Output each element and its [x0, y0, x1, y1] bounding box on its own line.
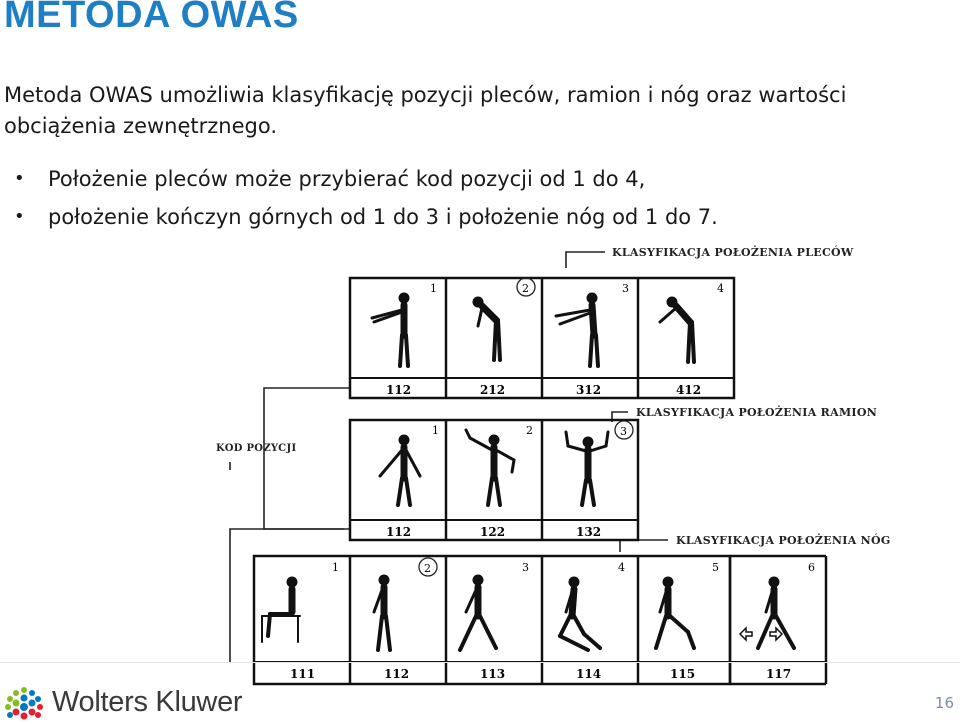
- legs-code: 111: [290, 667, 316, 681]
- arms-number: 1: [432, 424, 439, 437]
- legs-number: 5: [712, 561, 719, 574]
- slide-title: METODA OWAS: [4, 0, 299, 36]
- logo-dot: [7, 696, 13, 702]
- logo-dot: [35, 696, 41, 702]
- logo-dot: [21, 713, 28, 720]
- back-number: 4: [717, 282, 724, 295]
- arms-posture-1-figure: [380, 435, 420, 505]
- legs-posture-3-figure: [460, 575, 496, 650]
- legs-code: 115: [670, 667, 696, 681]
- legs-posture-7-figure: [740, 577, 794, 648]
- arms-number: 2: [526, 424, 533, 437]
- legs-number: 6: [808, 561, 815, 574]
- logo-dot: [21, 695, 28, 702]
- bullet-icon: •: [14, 206, 25, 227]
- legs-posture-4-figure: [560, 577, 600, 650]
- logo-dot: [20, 703, 28, 711]
- arms-number: 3: [620, 425, 627, 438]
- legs-number: 2: [424, 562, 431, 575]
- bullet-item: • położenie kończyn górnych od 1 do 3 i położenie nóg od 1 do 7.: [4, 198, 718, 236]
- back-code: 112: [386, 383, 412, 397]
- legs-number: 4: [618, 561, 625, 574]
- legs-code: 112: [384, 667, 410, 681]
- legs-number: 3: [522, 561, 529, 574]
- back-posture-3-figure: [556, 293, 598, 366]
- logo-dot: [21, 687, 27, 693]
- legs-code: 117: [766, 667, 792, 681]
- arms-code: 132: [576, 525, 602, 539]
- back-row: [350, 278, 734, 398]
- logo-dot: [13, 690, 19, 696]
- logo-dot: [5, 704, 11, 710]
- arms-row: [350, 420, 638, 540]
- back-posture-1-figure: [372, 293, 409, 366]
- intro-text: Metoda OWAS umożliwia klasyfikację pozycji pleców, ramion i nóg oraz wartości obciążenia zewnętrznego.: [4, 83, 847, 138]
- footer-divider: [0, 662, 960, 663]
- back-number: 3: [622, 282, 629, 295]
- logo-dot: [29, 709, 36, 716]
- wolters-kluwer-logo-icon: [4, 686, 44, 722]
- legs-posture-5-figure: [656, 577, 694, 648]
- code-position-label: KOD POZYCJI: [216, 443, 297, 454]
- legs-code: 113: [480, 667, 506, 681]
- arms-posture-3-figure: [566, 432, 608, 505]
- bullet-item: • Położenie pleców może przybierać kod pozycji od 1 do 4,: [4, 160, 718, 198]
- back-code: 212: [480, 383, 506, 397]
- legs-number: 1: [332, 561, 339, 574]
- back-number: 2: [522, 282, 529, 295]
- legs-classification-label: KLASYFIKACJA POŁOŻENIA NÓG: [676, 534, 891, 547]
- arms-posture-2-figure: [466, 430, 514, 505]
- legs-posture-1-figure: [262, 577, 300, 642]
- bullet-icon: •: [14, 168, 25, 189]
- logo-dot: [7, 712, 13, 718]
- legs-row: [254, 556, 826, 684]
- back-classification-label: KLASYFIKACJA POŁOŻENIA PLECÓW: [612, 246, 854, 259]
- back-posture-2-figure: [473, 297, 500, 360]
- logo-dot: [29, 690, 35, 696]
- legs-posture-2-figure: [374, 575, 390, 650]
- back-posture-4-figure: [660, 297, 694, 362]
- logo-dot: [13, 709, 20, 716]
- logo-dot: [37, 704, 43, 710]
- back-code: 412: [676, 383, 702, 397]
- logo-dot: [13, 700, 20, 707]
- arms-code: 122: [480, 525, 506, 539]
- logo-dot: [35, 712, 41, 718]
- back-number: 1: [430, 282, 437, 295]
- back-code: 312: [576, 383, 602, 397]
- legs-code: 114: [576, 667, 602, 681]
- logo-dot: [29, 700, 36, 707]
- page-number: 16: [934, 694, 954, 712]
- connector-lines: [230, 252, 668, 662]
- arms-code: 112: [386, 525, 412, 539]
- brand-name: Wolters Kluwer: [52, 686, 243, 718]
- arms-classification-label: KLASYFIKACJA POŁOŻENIA RAMION: [636, 406, 878, 419]
